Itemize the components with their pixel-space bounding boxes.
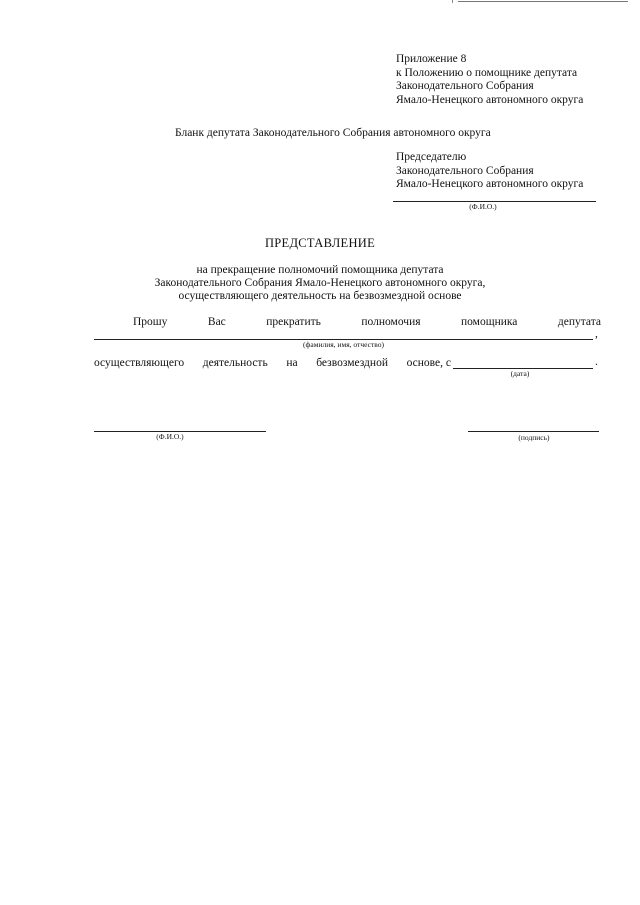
signature-sign-line[interactable] (468, 431, 599, 432)
addressee-line: Председателю (396, 151, 467, 163)
body-word: деятельность (202, 357, 268, 369)
appendix-block (396, 53, 583, 107)
body-line-1 (133, 315, 601, 329)
appendix-line: к Положению о помощнике депутата (396, 66, 578, 79)
subtitle-line: на прекращение полномочий помощника депутата (196, 264, 444, 276)
body-word: основе, с (406, 357, 451, 369)
appendix-line: Приложение 8 (396, 53, 467, 65)
body-word: Прошу (133, 316, 168, 328)
body-word: осуществляющего (94, 357, 185, 369)
document-title: ПРЕДСТАВЛЕНИЕ (264, 236, 376, 250)
body-line-2 (94, 356, 451, 370)
body-word: помощника (461, 316, 518, 328)
body-word: депутата (557, 316, 601, 328)
subtitle-line: осуществляющего деятельность на безвозмездной основе (178, 290, 462, 302)
body-word: на (286, 357, 298, 369)
body-word: Вас (207, 316, 226, 328)
body-word: полномочия (361, 316, 421, 328)
name-caption: (фамилия, имя, отчество) (303, 340, 384, 349)
letterhead: Бланк депутата Законодательного Собрания автономного округа (175, 127, 491, 139)
date-caption: (дата) (510, 369, 530, 378)
scan-artifact-tick (452, 0, 453, 3)
body-word: безвозмездной (316, 357, 388, 369)
date-period: . (595, 356, 598, 368)
scan-artifact-line (458, 1, 628, 2)
signature-fio-caption: (Ф.И.О.) (156, 432, 184, 441)
body-word: прекратить (266, 316, 321, 328)
addressee-block (396, 151, 583, 192)
addressee-line: Ямало-Ненецкого автономного округа (396, 178, 584, 191)
subtitle-line: Законодательного Собрания Ямало-Ненецкого автономного округа, (154, 277, 486, 289)
appendix-line: Законодательного Собрания (396, 80, 534, 93)
signature-sign-caption: (подпись) (518, 433, 550, 442)
addressee-fio-caption: (Ф.И.О.) (469, 202, 497, 211)
appendix-line: Ямало-Ненецкого автономного округа (396, 93, 584, 106)
addressee-line: Законодательного Собрания (396, 164, 534, 177)
name-comma: , (595, 328, 598, 340)
